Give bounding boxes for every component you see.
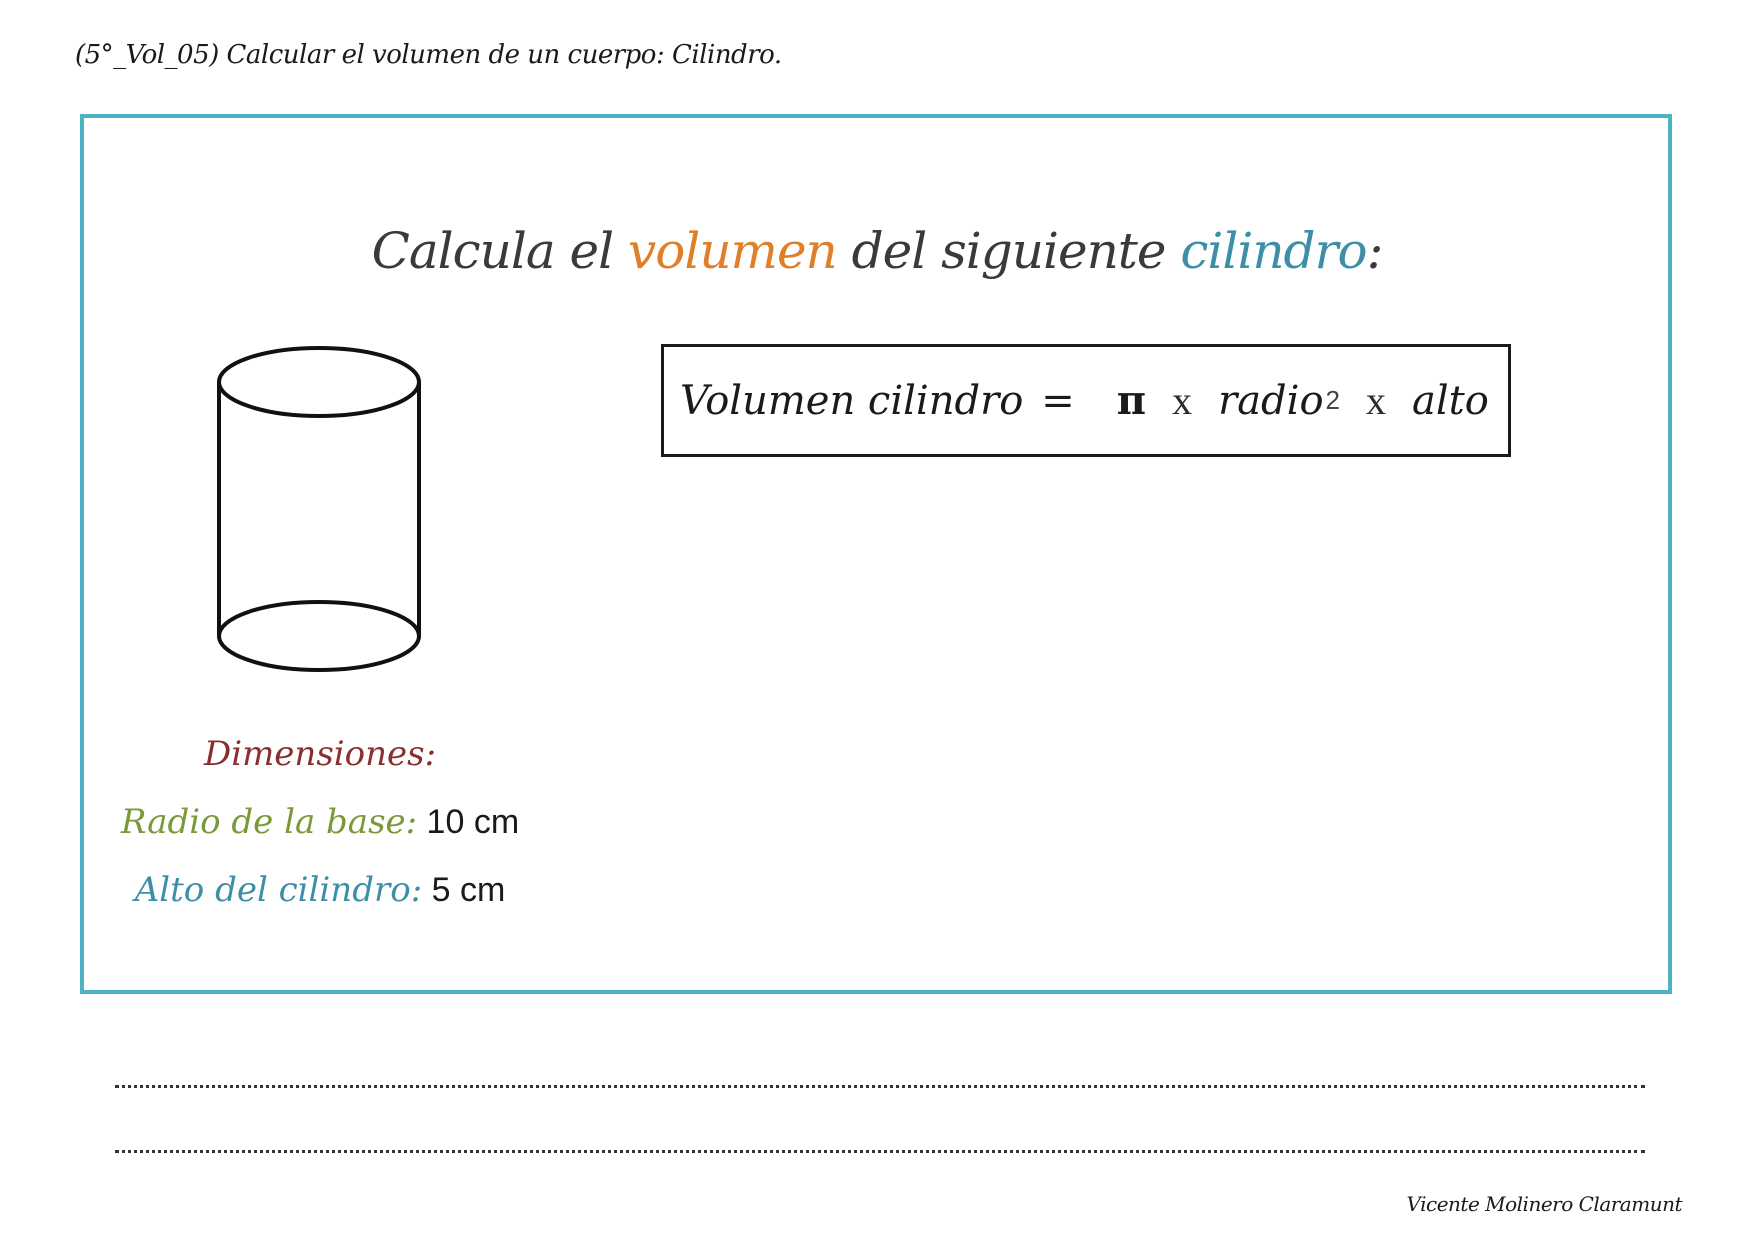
height-label: Alto del cilindro: bbox=[134, 870, 423, 910]
dimension-height bbox=[110, 870, 530, 910]
formula-pi: π bbox=[1116, 377, 1147, 424]
formula-times-2: x bbox=[1366, 378, 1386, 423]
formula-times-1: x bbox=[1172, 378, 1193, 423]
cylinder-illustration bbox=[212, 344, 426, 676]
radius-label: Radio de la base: bbox=[120, 802, 418, 842]
cylinder-bottom-ellipse bbox=[219, 602, 419, 670]
volume-formula-box bbox=[661, 344, 1511, 457]
cylinder-top-ellipse bbox=[219, 348, 419, 416]
title-colon: : bbox=[1366, 222, 1383, 280]
height-value: 5 cm bbox=[422, 871, 506, 909]
exercise-title bbox=[0, 222, 1754, 280]
dimensions-heading: Dimensiones: bbox=[203, 734, 437, 774]
formula-radio: radio bbox=[1218, 377, 1324, 424]
author-credit: Vicente Molinero Claramunt bbox=[1406, 1192, 1682, 1216]
formula-equals: = bbox=[1041, 377, 1075, 424]
title-volumen: volumen bbox=[628, 222, 837, 280]
formula-alto: alto bbox=[1412, 377, 1489, 424]
answer-line-1[interactable] bbox=[115, 1085, 1645, 1088]
answer-line-2[interactable] bbox=[115, 1150, 1645, 1153]
title-cilindro: cilindro bbox=[1180, 222, 1367, 280]
worksheet-header: (5°_Vol_05) Calcular el volumen de un cuerpo: Cilindro. bbox=[75, 40, 782, 70]
formula-exponent: 2 bbox=[1325, 385, 1340, 415]
radius-value: 10 cm bbox=[417, 803, 520, 841]
dimension-radius bbox=[110, 802, 530, 842]
formula-label: Volumen cilindro bbox=[680, 377, 1024, 424]
title-part-1: Calcula el bbox=[371, 222, 629, 280]
title-part-2: del siguiente bbox=[836, 222, 1181, 280]
